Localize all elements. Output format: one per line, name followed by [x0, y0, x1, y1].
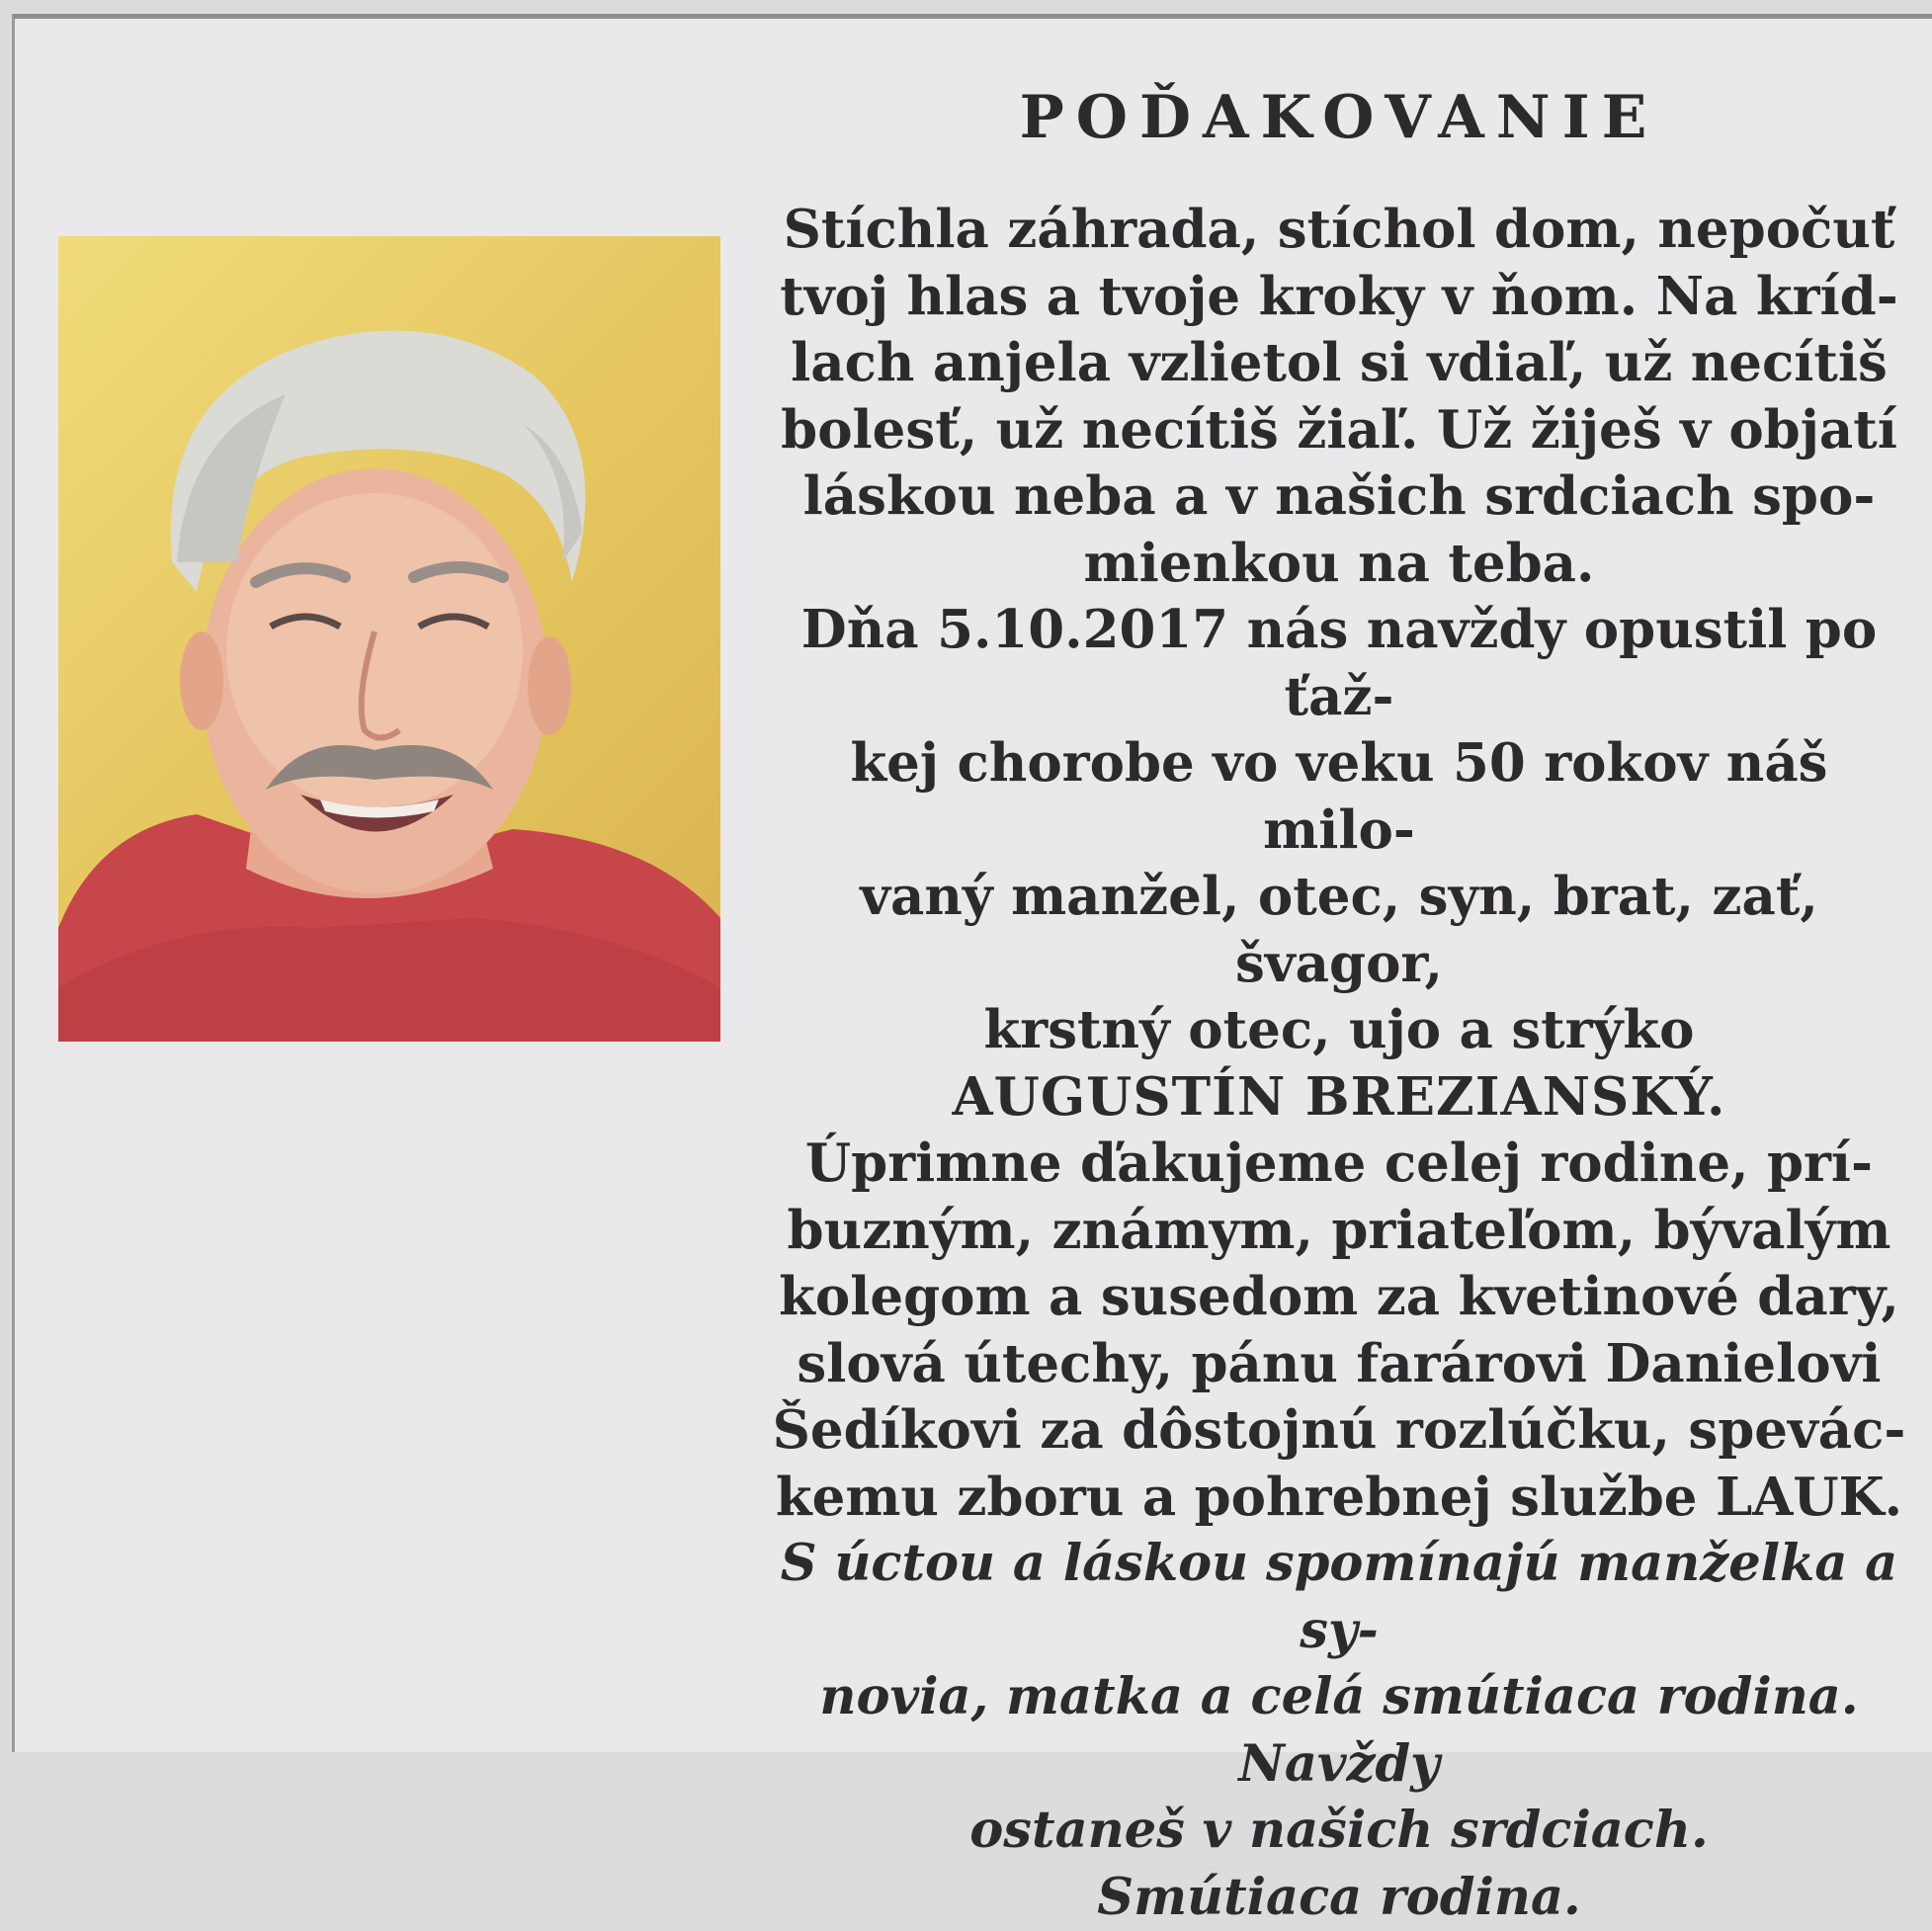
- poem-line: tvoj hlas a tvoje kroky v ňom. Na kríd-: [766, 264, 1912, 331]
- announcement-line: Dňa 5.10.2017 nás navždy opustil po ťaž-: [766, 597, 1912, 730]
- newspaper-clipping: [12, 14, 1932, 1752]
- signature-block: [766, 1531, 1912, 1931]
- announcement-line: kej chorobe vo veku 50 rokov náš milo-: [766, 730, 1912, 864]
- poem-line: láskou neba a v našich srdciach spo-: [766, 463, 1912, 531]
- portrait-illustration: [58, 236, 720, 1042]
- poem-line: bolesť, už necítiš žiaľ. Už žiješ v objatí: [766, 397, 1912, 464]
- poem-line: Stíchla záhrada, stíchol dom, nepočuť: [766, 197, 1912, 264]
- signature-line: novia, matka a celá smútiaca rodina. Navždy: [766, 1664, 1912, 1798]
- deceased-name: AUGUSTÍN BREZIANSKÝ.: [766, 1064, 1912, 1132]
- notice-heading: POĎAKOVANIE: [766, 78, 1912, 157]
- thanks-block: [766, 1131, 1912, 1531]
- obituary-notice: [766, 78, 1912, 1931]
- signature-line: ostaneš v našich srdciach.: [766, 1798, 1912, 1865]
- thanks-line: slová útechy, pánu farárovi Danielovi: [766, 1331, 1912, 1398]
- thanks-line: Šedíkovi za dôstojnú rozlúčku, spevác-: [766, 1397, 1912, 1465]
- announcement-line: krstný otec, ujo a strýko: [766, 997, 1912, 1064]
- poem-block: [766, 197, 1912, 597]
- signature-line: Smútiaca rodina.: [766, 1865, 1912, 1931]
- portrait-photo: [58, 236, 720, 1042]
- poem-line: lach anjela vzlietol si vdiaľ, už necítiš: [766, 330, 1912, 397]
- announcement-line: vaný manžel, otec, syn, brat, zať, švagor,: [766, 864, 1912, 997]
- signature-line: S úctou a láskou spomínajú manželka a sy-: [766, 1531, 1912, 1664]
- thanks-line: kolegom a susedom za kvetinové dary,: [766, 1264, 1912, 1331]
- announcement-block: [766, 597, 1912, 1131]
- thanks-line: kemu zboru a pohrebnej službe LAUK.: [766, 1465, 1912, 1532]
- thanks-line: buzným, známym, priateľom, bývalým: [766, 1198, 1912, 1265]
- thanks-line: Úprimne ďakujeme celej rodine, prí-: [766, 1131, 1912, 1198]
- poem-line: mienkou na teba.: [766, 531, 1912, 598]
